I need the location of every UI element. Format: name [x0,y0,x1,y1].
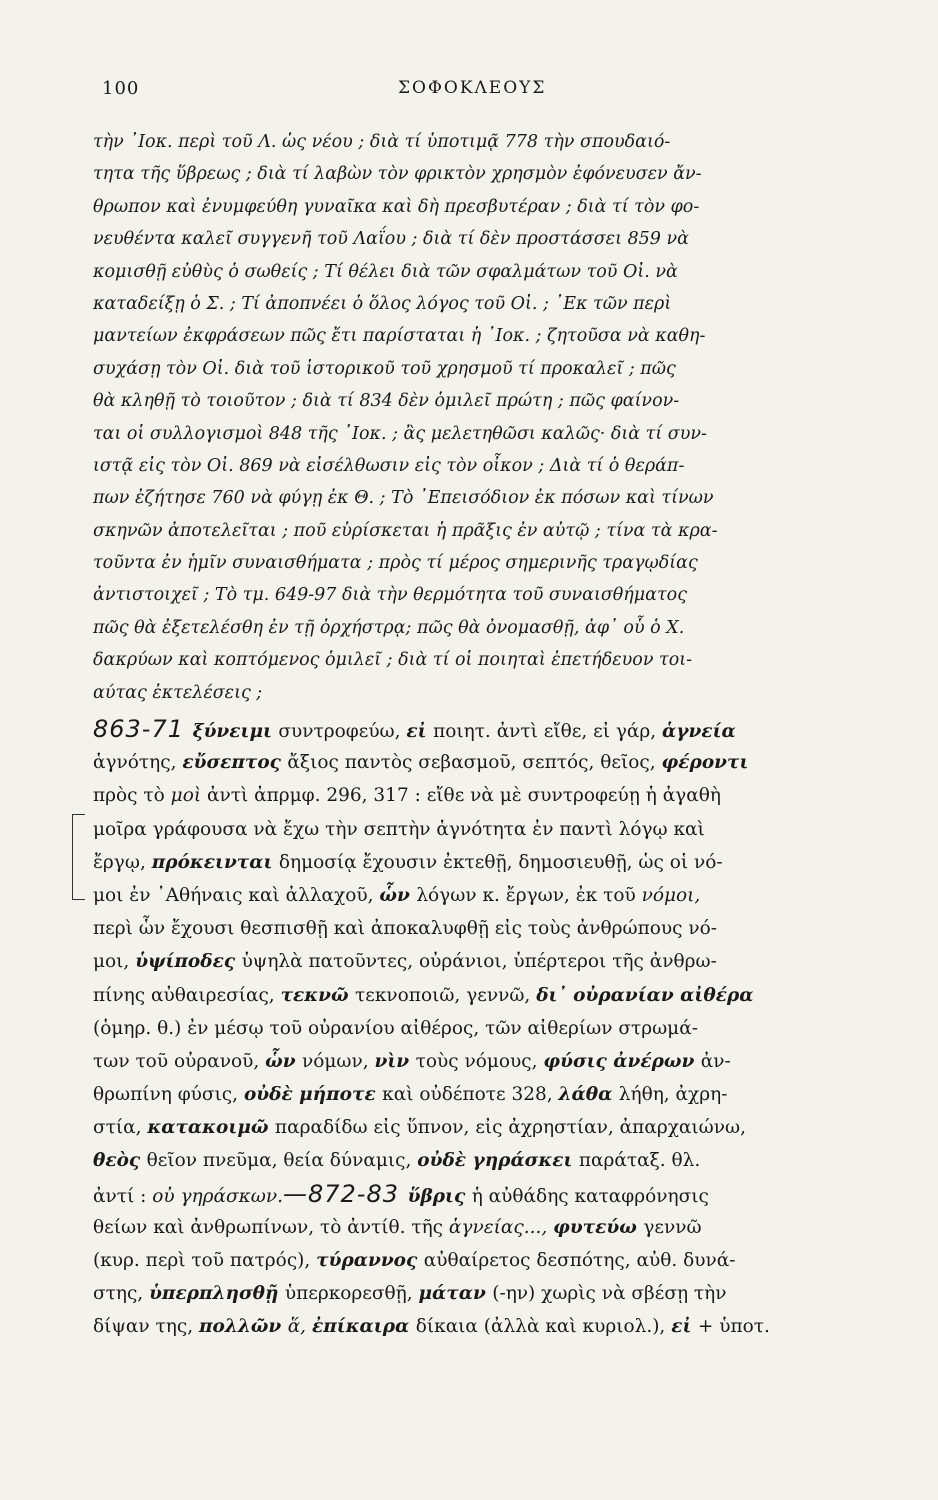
gloss: ἅ, [287,1316,312,1338]
gloss: γεννῶ [643,1216,702,1238]
text-line: πων ἐζήτησε 760 νὰ φύγῃ ἐκ Θ. ; Τὸ ᾿Επεισόδιον ἐκ πόσων καὶ τίνων [93,488,714,509]
lemma: ξύνειμι [192,721,279,743]
gloss: μοὶ [170,785,207,807]
gloss: ὑπερκορεσθῇ, [284,1283,419,1305]
gloss: νόμων, [302,1050,375,1072]
gloss: ποιητ. ἀντὶ εἴθε, εἰ γάρ, [433,721,663,743]
lemma: θεὸς [93,1150,147,1172]
note-line [93,1012,865,1045]
lemma: φυτεύω [553,1216,644,1238]
lemma: ὧν [265,1050,302,1072]
note-line [93,713,865,746]
text-line: ται οἱ συλλογισμοὶ 848 τῆς ᾿Ιοκ. ; ἂς μελετηθῶσι καλῶς· διὰ τί συν- [93,423,707,444]
text-line: τητα τῆς ὕβρεως ; διὰ τί λαβὼν τὸν φρικτὸν χρησμὸν ἐφόνευσεν ἄν- [93,164,702,185]
text-line: κομισθῇ εὐθὺς ὁ σωθείς ; Τί θέλει διὰ τῶν σφαλμάτων τοῦ Οἰ. νὰ [93,261,678,282]
note-line [93,846,865,879]
note-line [93,746,865,779]
text-line: πῶς θὰ ἐξετελέσθη ἐν τῇ ὀρχήστρᾳ; πῶς θὰ ὀνομασθῇ, ἀφ᾿ οὗ ὁ Χ. [93,617,685,638]
lemma: τύραννος [316,1250,424,1272]
note-line [93,813,865,846]
note-line [93,912,865,945]
text-line: ἀντιστοιχεῖ ; Τὸ τμ. 649-97 διὰ τὴν θερμότητα τοῦ συναισθήματος [93,585,687,606]
note-line [93,1078,865,1111]
text-body [93,126,865,1344]
lemma: κατακοιμῶ [147,1117,275,1139]
lemma: εἰ [406,721,434,743]
note-line [93,1178,865,1211]
text-line: νευθέντα καλεῖ συγγενῆ τοῦ Λαΐου ; διὰ τί δὲν προστάσσει 859 νὰ [93,229,689,250]
gloss: (-ην) χωρὶς νὰ σβέσῃ τὴν [492,1283,727,1305]
gloss: μοι ἐν ᾿Αθήναις καὶ ἀλλαχοῦ, [93,884,380,906]
note-line [93,979,865,1012]
gloss: ἁγνότης, [93,752,183,774]
lemma: ὕβρις [407,1185,472,1207]
gloss: λήθη, ἀχρη- [618,1084,728,1106]
gloss: οὐ γηράσκων. [152,1185,283,1207]
gloss: ἄξιος παντὸς σεβασμοῦ, σεπτός, θεῖος, [287,752,662,774]
page-number: 100 [102,78,140,99]
gloss: παράταξ. θλ. [578,1150,701,1172]
text-line: μαντείων ἐκφράσεων πῶς ἔτι παρίσταται ἡ ᾿Ιοκ. ; ζητοῦσα νὰ καθη- [93,326,706,347]
verse-range: —872-83 [282,1179,408,1208]
gloss: μοι, [93,951,136,973]
gloss: αὐθαίρετος δεσπότης, αὐθ. δυνά- [423,1250,736,1272]
gloss: μοῖρα γράφουσα νὰ ἔχω τὴν σεπτὴν ἁγνότητα ἐν παντὶ λόγῳ καὶ [93,818,705,840]
gloss: θρωπίνη φύσις, [93,1084,244,1106]
verse-range: 863-71 [93,715,193,744]
page-header [98,78,858,108]
gloss: ὑψηλὰ πατοῦντες, οὐράνιοι, ὑπέρτεροι τῆς ἀνθρω- [241,951,717,973]
margin-bracket-mark [72,814,85,900]
gloss: δημοσίᾳ ἔχουσιν ἐκτεθῇ, δημοσιευθῇ, ὡς οἱ νό- [278,851,723,873]
gloss: στία, [93,1117,148,1139]
lemma: εἰ [671,1316,698,1338]
commentary-notes [93,713,865,1344]
text-line: συχάσῃ τὸν Οἰ. διὰ τοῦ ἱστορικοῦ τοῦ χρησμοῦ τί προκαλεῖ ; πῶς [93,358,676,379]
gloss: ἀν- [700,1050,731,1072]
note-line [93,1211,865,1244]
lemma: δι᾿ οὐρανίαν αἰθέρα [536,984,754,1006]
note-line [93,779,865,812]
gloss: δίψαν της, [93,1316,199,1338]
gloss: τεκνοποιῶ, γεννῶ, [355,984,537,1006]
text-line: ιστᾷ εἰς τὸν Οἰ. 869 νὰ εἰσέλθωσιν εἰς τὸν οἶκον ; Διὰ τί ὁ θεράπ- [93,455,685,476]
gloss: θεῖον πνεῦμα, θεία δύναμις, [146,1150,418,1172]
questions-paragraph [93,126,865,709]
lemma: οὐδὲ γηράσκει [417,1150,579,1172]
lemma: νὶν [374,1050,416,1072]
text-line: τὴν ᾿Ιοκ. περὶ τοῦ Λ. ὡς νέου ; διὰ τί ὑποτιμᾷ 778 τὴν σπουδαιό- [93,132,671,152]
lemma: φέροντι [661,752,749,774]
gloss: λόγων κ. ἔργων, ἐκ τοῦ [416,884,642,906]
lemma: ὑψίποδες [135,951,242,973]
gloss: στης, [93,1283,150,1305]
gloss: + ὑποτ. [697,1316,770,1338]
gloss: ἀντί : [93,1185,153,1207]
note-line [93,1144,865,1177]
note-line [93,879,865,912]
gloss: πίνης αὐθαιρεσίας, [93,984,281,1006]
gloss: θείων καὶ ἀνθρωπίνων, τὸ ἀντίθ. τῆς [93,1216,449,1238]
note-line [93,1244,865,1277]
gloss: ἔργῳ, [93,851,152,873]
note-line [93,1111,865,1144]
text-line: τοῦντα ἐν ἡμῖν συναισθήματα ; πρὸς τί μέρος σημερινῆς τραγῳδίας [93,553,698,574]
gloss: παραδίδω εἰς ὕπνον, εἰς ἀχρηστίαν, ἀπαρχαιώνω, [274,1117,746,1139]
gloss: των τοῦ οὐρανοῦ, [93,1050,266,1072]
lemma: φύσις ἀνέρων [543,1050,701,1072]
text-line: αύτας ἐκτελέσεις ; [93,682,263,703]
lemma: εὔσεπτος [182,752,288,774]
note-line [93,1277,865,1310]
text-line: σκηνῶν ἀποτελεῖται ; ποῦ εὑρίσκεται ἡ πρᾶξις ἐν αὐτῷ ; τίνα τὰ κρα- [93,520,718,541]
text-line: θὰ κληθῇ τὸ τοιοῦτον ; διὰ τί 834 δὲν ὁμιλεῖ πρώτη ; πῶς φαίνον- [93,391,680,412]
note-line [93,1045,865,1078]
gloss: ἁγνείας..., [448,1216,554,1238]
gloss: ἡ αὐθάδης καταφρόνησις [471,1185,709,1207]
gloss: νόμοι, [641,884,701,906]
lemma: ὧν [379,884,417,906]
lemma: τεκνῶ [280,984,356,1006]
gloss: δίκαια (ἀλλὰ καὶ κυριολ.), [415,1316,672,1338]
lemma: ὑπερπλησθῇ [149,1283,285,1305]
gloss: (κυρ. περὶ τοῦ πατρός), [93,1250,317,1272]
gloss: πρὸς τὸ [93,785,171,807]
gloss: τοὺς νόμους, [415,1050,544,1072]
gloss: καὶ οὐδέποτε 328, [382,1084,559,1106]
note-line [93,945,865,978]
running-title: ΣΟΦΟΚΛΕΟΥΣ [398,78,547,98]
note-line [93,1310,865,1343]
text-line: καταδείξῃ ὁ Σ. ; Τί ἀποπνέει ὁ ὅλος λόγος τοῦ Οἰ. ; ᾿Εκ τῶν περὶ [93,293,672,314]
gloss: περὶ ὧν ἔχουσι θεσπισθῇ καὶ ἀποκαλυφθῇ εἰς τοὺς ἀνθρώπους νό- [93,918,718,940]
gloss: ἀντὶ ἀπρμφ. 296, 317 : εἴθε νὰ μὲ συντροφεύῃ ἡ ἀγαθὴ [206,785,721,807]
lemma: ἐπίκαιρα [311,1316,416,1338]
lemma: πολλῶν [198,1316,288,1338]
text-line: δακρύων καὶ κοπτόμενος ὁμιλεῖ ; διὰ τί οἱ ποιηταὶ ἐπετήδευον τοι- [93,650,693,671]
lemma: πρόκεινται [151,851,279,873]
lemma: μάταν [418,1283,493,1305]
lemma: λάθα [558,1084,619,1106]
text-line: θρωπον καὶ ἐνυμφεύθη γυναῖκα καὶ δὴ πρεσβυτέραν ; διὰ τί τὸν φο- [93,196,700,217]
lemma: οὐδὲ μήποτε [243,1084,383,1106]
gloss: (ὁμηρ. θ.) ἐν μέσῳ τοῦ οὐρανίου αἰθέρος, τῶν αἰθερίων στρωμά- [93,1017,698,1039]
lemma: ἁγνεία [662,721,736,743]
gloss: συντροφεύω, [278,721,407,743]
